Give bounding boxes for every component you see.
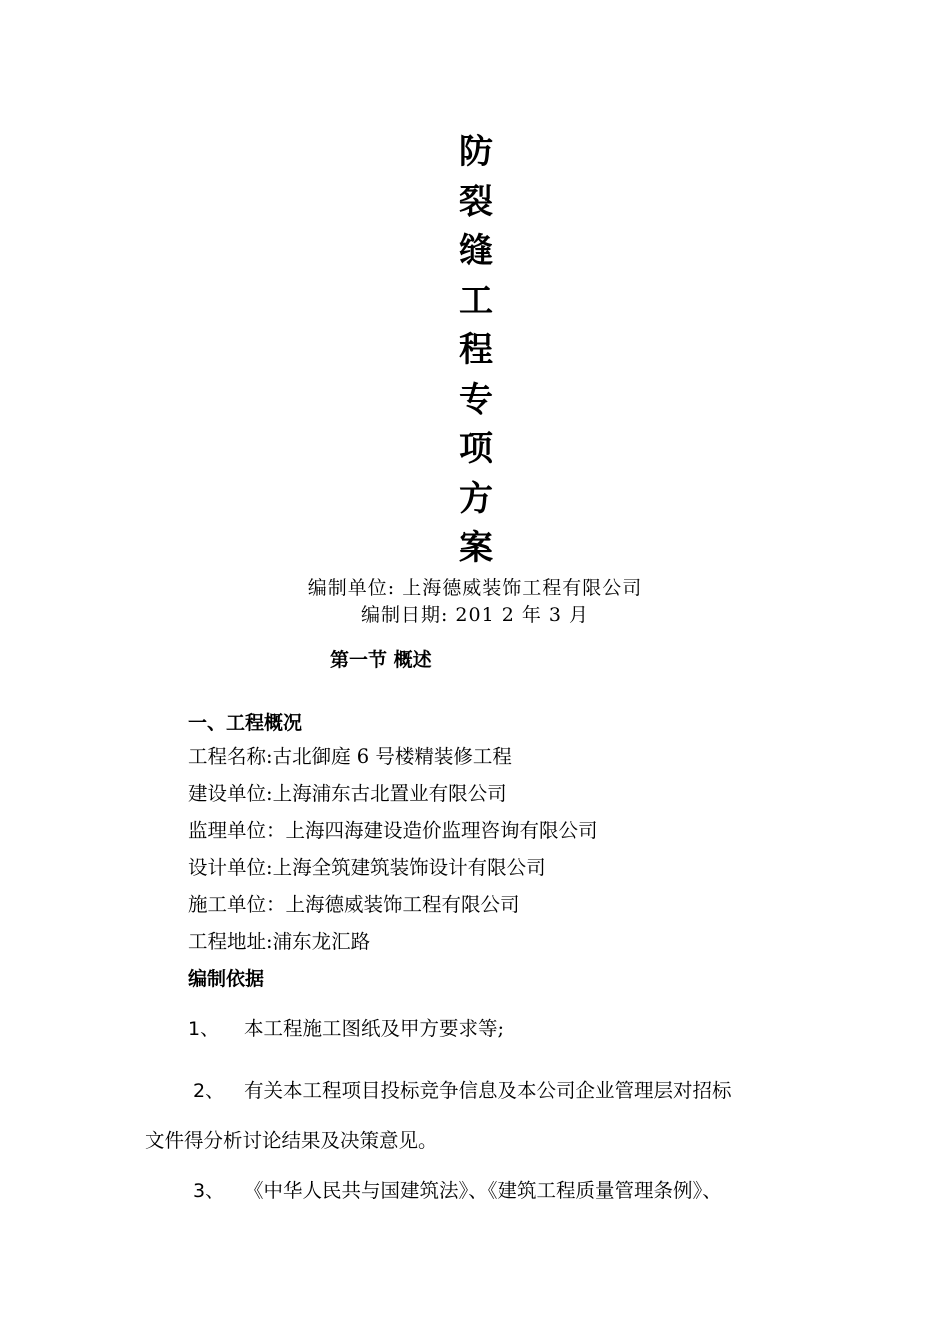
title-char: 项 [459, 429, 493, 469]
overview-heading: 一、工程概况 [188, 712, 303, 734]
info-line-contractor: 施工单位：上海德威装饰工程有限公司 [188, 893, 520, 916]
title-char: 方 [459, 478, 493, 519]
title-char: 工 [459, 280, 493, 321]
title-char: 专 [459, 379, 493, 420]
info-line-owner: 建设单位:上海浦东古北置业有限公司 [188, 782, 507, 805]
info-line-address: 工程地址:浦东龙汇路 [188, 930, 371, 953]
info-line-project-name: 工程名称:古北御庭 6 号楼精装修工程 [188, 745, 512, 768]
basis-heading: 编制依据 [188, 968, 265, 990]
title-char: 案 [459, 528, 493, 568]
compiler-unit: 编制单位: 上海德威装饰工程有限公司 [307, 577, 643, 599]
info-line-designer: 设计单位:上海全筑建筑装饰设计有限公司 [188, 856, 546, 879]
basis-item-text: 本工程施工图纸及甲方要求等; [244, 1017, 505, 1040]
basis-item-number: 3、 [193, 1180, 225, 1202]
basis-item-text: 有关本工程项目投标竞争信息及本公司企业管理层对招标 [244, 1079, 732, 1102]
title-char: 防 [459, 132, 493, 172]
compile-date: 编制日期: 201 2 年 3 月 [360, 604, 590, 626]
basis-item-text-continued: 文件得分析讨论结果及决策意见。 [145, 1129, 438, 1152]
title-char: 裂 [459, 181, 493, 222]
info-line-supervisor: 监理单位：上海四海建设造价监理咨询有限公司 [188, 819, 598, 842]
title-char: 缝 [459, 231, 493, 271]
document-title [450, 128, 502, 574]
basis-item-number: 1、 [188, 1018, 220, 1040]
title-char: 程 [459, 330, 493, 370]
section-title: 第一节 概述 [330, 649, 432, 671]
basis-item-text: 《中华人民共与国建筑法》、《建筑工程质量管理条例》、 [244, 1179, 722, 1202]
basis-item-number: 2、 [193, 1080, 225, 1102]
